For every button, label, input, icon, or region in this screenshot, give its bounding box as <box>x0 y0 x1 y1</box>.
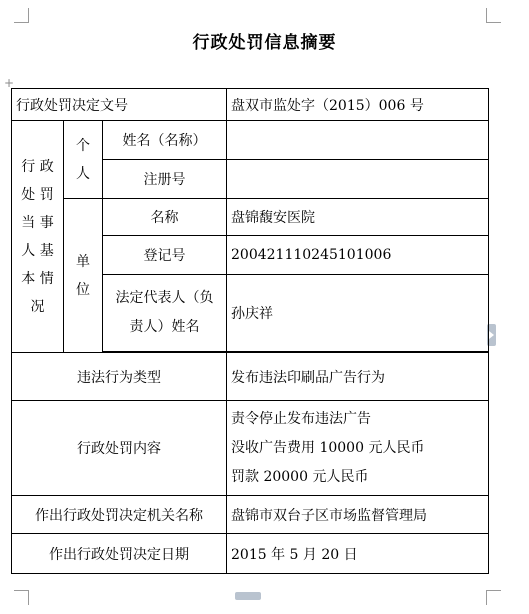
individual-name-value <box>227 121 489 160</box>
table-row <box>12 534 489 574</box>
individual-label <box>64 121 103 199</box>
table-row <box>12 401 489 496</box>
violation-type-value: 发布违法印刷品广告行为 <box>227 353 489 401</box>
individual-registration-label: 注册号 <box>103 160 227 199</box>
authority-label: 作出行政处罚决定机关名称 <box>12 496 227 534</box>
violation-type-label: 违法行为类型 <box>12 353 227 401</box>
individual-registration-value <box>227 160 489 199</box>
penalty-content-line: 没收广告费用 10000 元人民币 <box>231 439 425 456</box>
crop-mark-top-left <box>14 8 29 23</box>
decision-date-label: 作出行政处罚决定日期 <box>12 534 227 574</box>
table-row <box>12 121 489 160</box>
penalty-content-value <box>227 401 489 496</box>
unit-registration-label: 登记号 <box>103 236 227 275</box>
representative-label-line: 法定代表人（负 <box>115 290 214 306</box>
unit-label <box>64 199 103 353</box>
individual-label-line: 个 <box>76 137 90 154</box>
party-label-line: 当 事 <box>21 214 54 231</box>
decision-number-value: 盘双市监处字（2015）006 号 <box>227 89 489 121</box>
crop-mark-bottom-right <box>486 590 501 605</box>
individual-label-line: 人 <box>76 165 90 182</box>
unit-label-line: 位 <box>76 281 90 298</box>
penalty-info-table <box>11 88 489 574</box>
party-basic-info-label <box>12 121 64 353</box>
representative-label-line: 责人）姓名 <box>129 319 200 335</box>
document-title: 行政处罚信息摘要 <box>192 33 337 53</box>
table-move-handle-icon[interactable]: + <box>4 76 15 90</box>
party-label-line: 处 罚 <box>21 186 54 203</box>
table-row <box>12 496 489 534</box>
table-row <box>12 353 489 401</box>
authority-value: 盘锦市双台子区市场监督管理局 <box>227 496 489 534</box>
table-row <box>12 89 489 121</box>
table-row <box>12 199 489 236</box>
crop-mark-bottom-left <box>14 590 29 605</box>
party-label-line: 人 基 <box>21 242 54 259</box>
unit-representative-value: 孙庆祥 <box>227 275 489 352</box>
decision-number-label: 行政处罚决定文号 <box>12 89 227 121</box>
unit-name-value: 盘锦馥安医院 <box>227 199 489 236</box>
unit-name-label: 名称 <box>103 199 227 236</box>
crop-mark-top-right <box>486 8 501 23</box>
party-label-line: 况 <box>30 298 45 315</box>
party-label-line: 本 情 <box>21 270 54 287</box>
penalty-content-line: 罚款 20000 元人民币 <box>231 468 369 485</box>
penalty-content-line: 责令停止发布违法广告 <box>231 410 372 427</box>
individual-name-label: 姓名（名称） <box>103 121 227 160</box>
page-break-tab[interactable] <box>235 592 261 600</box>
unit-label-line: 单 <box>76 253 90 270</box>
penalty-content-label: 行政处罚内容 <box>12 401 227 496</box>
unit-representative-label <box>103 275 227 352</box>
unit-registration-value: 200421110245101006 <box>227 236 489 275</box>
decision-date-value: 2015 年 5 月 20 日 <box>227 534 489 574</box>
party-label-line: 行 政 <box>21 158 54 175</box>
